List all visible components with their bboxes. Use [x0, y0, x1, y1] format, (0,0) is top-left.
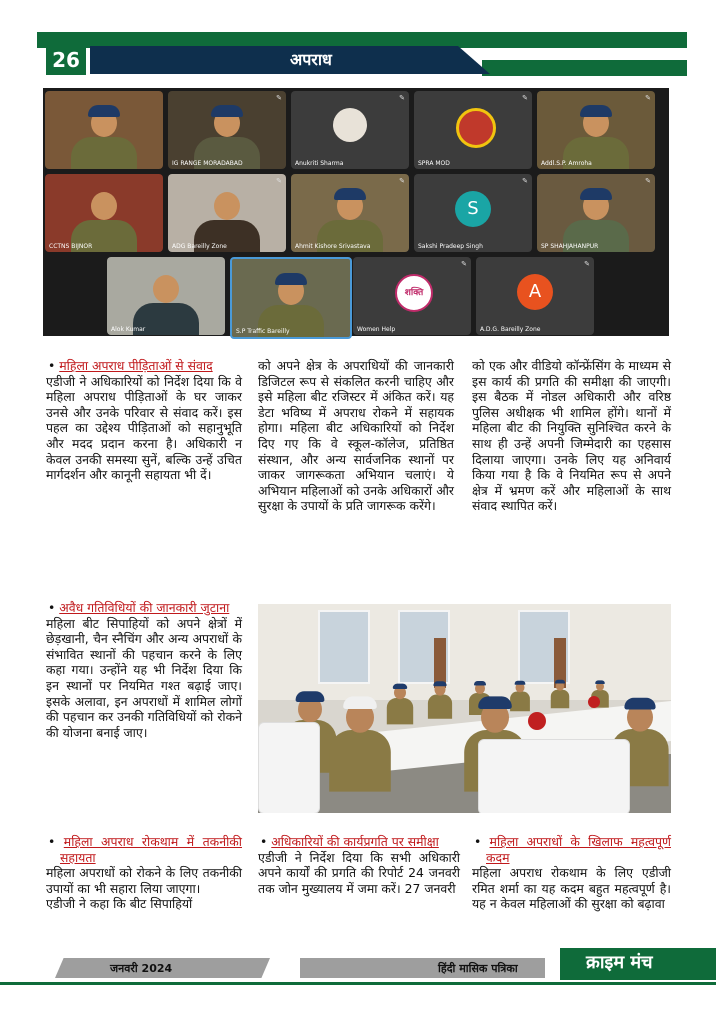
- video-tile: ✎ IG RANGE MORADABAD: [168, 91, 286, 169]
- heading-s5: • महिला अपराधों के खिलाफ महत्वपूर्ण कदम: [474, 834, 671, 865]
- header-green-band-lower: [482, 60, 687, 76]
- video-conference-image: [43, 88, 669, 336]
- column-1b: [46, 600, 242, 740]
- video-tile: शक्ति ✎ Women Help: [353, 257, 471, 335]
- column-2: [258, 358, 454, 514]
- video-tile: A ✎ A.D.G. Bareilly Zone: [476, 257, 594, 335]
- body-s5: महिला अपराध रोकथाम के लिए एडीजी रमित शर्मा का यह कदम बहुत महत्वपूर्ण है। यह न केवल महिलाओं की सुरक्षा को बढ़ावा: [472, 865, 671, 912]
- column-2b: [258, 834, 460, 896]
- mic-icon: ✎: [399, 177, 405, 185]
- page-number: 26: [46, 45, 86, 75]
- mic-icon: ✎: [399, 94, 405, 102]
- meeting-photo: [258, 604, 671, 813]
- footer-date: जनवरी 2024: [110, 962, 173, 975]
- video-tile: ✎ ADG Bareilly Zone: [168, 174, 286, 252]
- video-tile: S ✎ Sakshi Pradeep Singh: [414, 174, 532, 252]
- shakti-logo: शक्ति: [395, 274, 433, 312]
- body-s1: एडीजी ने अधिकारियों को निर्देश दिया कि वे महिला अपराध पीड़िताओं के घर जाकर उनसे और उनके परिवार से संवाद करें। इस पहल का उद्देश्य पीड़िताओं को सहानुभूति और मदद प्रदान करना है। अधिकारी न केवल उनकी समस्या सुनें, बल्कि उन्हें उचित मार्गदर्शन और कानूनी सहायता भी दें।: [46, 373, 242, 483]
- mic-icon: ✎: [645, 94, 651, 102]
- heading-s1: • महिला अपराध पीड़िताओं से संवाद: [48, 358, 213, 373]
- video-tile: ✎ SP SHAHJAHANPUR: [537, 174, 655, 252]
- mic-icon: ✎: [461, 260, 467, 268]
- header-green-band: [37, 32, 687, 48]
- section-title: अपराध: [290, 50, 332, 69]
- column-1c: [46, 834, 242, 912]
- mic-icon: ✎: [276, 94, 282, 102]
- mic-icon: ✎: [522, 94, 528, 102]
- mic-icon: ✎: [584, 260, 590, 268]
- body-s4: एडीजी ने निर्देश दिया कि सभी अधिकारी अपने कार्यों की प्रगति की रिपोर्ट 24 जनवरी तक जोन मुख्यालय में जमा करें। 27 जनवरी: [258, 849, 460, 896]
- heading-s2: • अवैध गतिविधियों की जानकारी जुटाना: [48, 600, 230, 615]
- video-tile: ✎ Ahmit Kishore Srivastava: [291, 174, 409, 252]
- video-tile: ✎ SPRA MOD: [414, 91, 532, 169]
- avatar: S: [455, 191, 491, 227]
- mic-icon: ✎: [522, 177, 528, 185]
- mic-icon: ✎: [645, 177, 651, 185]
- video-tile: ✎ Addl.S.P. Amroha: [537, 91, 655, 169]
- video-tile: CCTNS BIJNOR: [45, 174, 163, 252]
- body-s2: महिला बीट सिपाहियों को अपने क्षेत्रों में छेड़खानी, चैन स्नैचिंग और अन्य अपराधों के संभावित स्थानों की पहचान करने के लिए कहा गया। उन्होंने यह भी निर्देश दिया कि इन स्थानों पर नियमित गश्त बढ़ाई जाए। इसके अलावा, इन अपराधों में शामिल लोगों की पहचान कर उनकी गतिविधियों को रोकने की योजना बनाई जाए।: [46, 615, 242, 740]
- footer-line: [0, 982, 716, 985]
- body-col2: को अपने क्षेत्र के अपराधियों की जानकारी डिजिटल रूप से संकलित करनी चाहिए और इसे महिला बीट रजिस्टर में अंकित करें। यह डेटा भविष्य में अपराध रोकने में सहायक होगा। महिला बीट अधिकारियों को निर्देश दिए गए कि वे स्कूल-कॉलेज, प्रतिष्ठित संस्थान, और अन्य सार्वजनिक स्थानों पर जाकर जागरूकता अभियान चलाएं। ये अभियान महिलाओं को उनके अधिकारों और सुरक्षा के उपायों के प्रति जागरूक करेंगे।: [258, 358, 454, 514]
- video-tile: ✎ Anukriti Sharma: [291, 91, 409, 169]
- video-tile: [45, 91, 163, 169]
- column-3b: [472, 834, 671, 912]
- video-tile: Alok Kumar: [107, 257, 225, 335]
- body-col3: को एक और वीडियो कॉन्फ्रेंसिंग के माध्यम से इस कार्य की प्रगति की समीक्षा की जाएगी। इस बैठक में नोडल अधिकारी और वरिष्ठ पुलिस अधीक्षक भी शामिल होंगे। थानों में महिला बीट की नियुक्ति सुनिश्चित करने के साथ ही उन्हें अपनी जिम्मेदारी का एहसास दिलाया जाएगा। उनके लिए यह अनिवार्य किया गया है कि वे नियमित रूप से अपने क्षेत्र में भ्रमण करें और महिलाओं के साथ संवाद स्थापित करें।: [472, 358, 671, 514]
- body-s3b: एडीजी ने कहा कि बीट सिपाहियों: [46, 896, 193, 912]
- mic-icon: ✎: [276, 177, 282, 185]
- heading-s3: • महिला अपराध रोकथाम में तकनीकी सहायता: [48, 834, 242, 865]
- footer-publication: हिंदी मासिक पत्रिका: [438, 962, 518, 975]
- column-3: [472, 358, 671, 514]
- avatar: A: [517, 274, 553, 310]
- column-1: [46, 358, 242, 483]
- body-s3: महिला अपराधों को रोकने के लिए तकनीकी उपायों का भी सहारा लिया जाएगा।: [46, 865, 242, 896]
- heading-s4: • अधिकारियों की कार्यप्रगति पर समीक्षा: [260, 834, 439, 849]
- video-tile: S.P Traffic Bareilly: [230, 257, 352, 339]
- brand-logo-text: क्राइम मंच: [586, 952, 653, 973]
